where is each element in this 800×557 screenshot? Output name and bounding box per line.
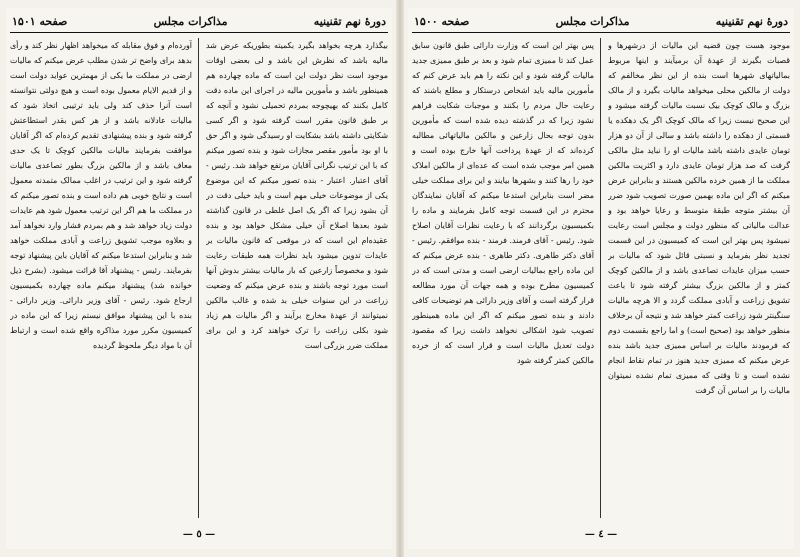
left-page-number: صفحه ۱۵۰۱ <box>12 14 68 28</box>
right-page-column-divider <box>600 38 601 518</box>
right-page-header <box>414 12 788 30</box>
left-page-column-left-text: آورده‌ام و فوق مقابله که میخواهد اظهار نظر کند و رأی بدهد برای واضح تر شدن مطلب عرض میکنم که مالیات ارضی در مملکت ما یکی از مهمترین عواید دولت است و از قدیم الایام معمول بوده است و هیچ دولتی نتوانسته است آنرا حذف کند ولی باید ترتیبی اتخاذ شود که مالیات عادلانه باشد و از هر کس بقدر استطاعتش گرفته شود و بنده پیشنهادی تقدیم کرده‌ام که اگر آقایان موافقت بفرمایند مالیات مالکین کوچک تا یک حدی معاف باشد و از مالکین بزرگ بطور تصاعدی مالیات گرفته شود و این ترتیب در اغلب ممالک متمدنه معمول است و نتایج خوبی هم داده است و بنده تصور میکنم که در مملکت ما هم اگر این ترتیب معمول شود هم عایدات دولت زیاد خواهد شد و هم بمردم فشار وارد نخواهد آمد و بعلاوه موجب تشویق زراعت و آبادی مملکت خواهد شد و بنابراین استدعا میکنم که آقایان باین پیشنهاد توجه بفرمایند. رئیس - پیشنهاد آقا قرائت میشود. (بشرح ذیل خوانده شد) پیشنهاد میکنم ماده چهارده بکمیسیون ارجاع شود. رئیس - آقای وزیر دارائی. وزیر دارائی - بنده با این پیشنهاد موافق نیستم زیرا که این ماده در کمیسیون مکرر مورد مذاکره واقع شده است و ارتباط آن با مواد دیگر ملحوظ گردیده <box>10 41 192 350</box>
right-page-column-left-text: پس بهتر این است که وزارت دارائی طبق قانون سابق عمل کند تا ممیزی تمام شود و بعد بر طبق ممیزی جدید مالیات گرفته شود و این نکته را هم باید عرض کنم که مأمورین مالیه باید اشخاص درستکار و مطلع باشند که رعایت حال مردم را بکنند و موجبات شکایت فراهم نشود زیرا که در گذشته دیده شده است که مأمورین بدون توجه بحال زارعین و مالکین مالیاتهائی مطالبه کرده‌اند که از عهدهٔ پرداخت آنها خارج بوده است و همین امر موجب شده است که عده‌ای از مالکین املاک خود را رها کنند و بشهرها بیایند و این برای مملکت خیلی مضر است بنابراین استدعا میکنم که آقایان نمایندگان محترم در این قسمت توجه کامل بفرمایند و ماده را بکمیسیون برگردانند که با رعایت نظرات آقایان اصلاح شود. رئیس - آقای فرمند. فرمند - بنده موافقم. رئیس - آقای دکتر طاهری. دکتر طاهری - بنده عرض میکنم که این ماده راجع بمالیات ارضی است و مدتی است که در کمیسیون مطرح بوده و همه جهات آن مورد مطالعه قرار گرفته است و آقای وزیر دارائی هم توضیحات کافی دادند و بنده تصور میکنم که اگر این ماده همینطور تصویب شود اشکالی نخواهد داشت زیرا که مقصود دولت تعدیل مالیات است و قرار است که از خرده مالکین کمتر گرفته شود <box>412 41 594 365</box>
left-page-column-left <box>10 38 192 518</box>
right-page-header-rule <box>412 32 790 33</box>
right-page-column-right-text: موجود هست چون قضیه این مالیات از درشهرها و قصبات بگیرند از عهدهٔ آن برمیآیند و اینها مربوط بمالیاتهای شهرها است بنده از این نظر مخالفم که دولت از مالکین محلی میخواهد مالیات بگیرد و از مالک بزرگ و مالک کوچک بیک نسبت مالیات گرفته میشود و این صحیح نیست زیرا که مالک کوچک اگر یک دهکده یا قسمتی از دهکده را داشته باشد و سالی از آن دو هزار تومان عایدی داشته باشد مالیات او را نباید مثل مالکی گرفت که صد هزار تومان عایدی دارد و اکثریت مالکین مملکت ما از همین خرده مالکین هستند و بنابراین عرض میکنم که اگر این ماده بهمین صورت تصویب شود ضرر آن بیشتر متوجه طبقهٔ متوسط و رعایا خواهد بود و عدالت مالیاتی که منظور دولت و مجلس است رعایت نمیشود پس بهتر این است که کمیسیون در این قسمت تجدید نظر بفرماید و نسبتی قائل شود که مالیات بر حسب میزان عایدات تصاعدی باشد و از مالکین کوچک کمتر و از مالکین بزرگ بیشتر گرفته شود تا باعث تشویق زراعت و آبادی مملکت گردد و الا هرچه مالیات سنگینتر شود زراعت کمتر خواهد شد و نتیجه آن برخلاف منظور خواهد بود (صحیح است) و اما راجع بقسمت دوم که فرمودند مالیات بر اساس ممیزی جدید باشد بنده عرض میکنم که ممیزی جدید هنوز در تمام نقاط انجام نشده است و تا وقتی که ممیزی تمام نشده نمیتوان مالیات را بر اساس آن گرفت <box>608 41 790 395</box>
right-page-number: صفحه ۱۵۰۰ <box>414 14 470 28</box>
left-page-header <box>12 12 386 30</box>
left-page-footer: — ٥ — <box>182 529 216 540</box>
left-page-title: مذاکرات مجلس <box>153 14 228 28</box>
right-page-title: مذاکرات مجلس <box>555 14 630 28</box>
right-page <box>408 8 794 549</box>
left-page-header-rule <box>10 32 388 33</box>
book-gutter <box>396 0 404 557</box>
right-page-footer: — ٤ — <box>584 529 618 540</box>
right-page-series: دورهٔ نهم تقنینیه <box>715 14 788 28</box>
left-page-column-right <box>206 38 388 518</box>
right-page-column-left <box>412 38 594 518</box>
left-page-column-divider <box>198 38 199 518</box>
left-page-column-right-text: بیگذارد هرچه بخواهد بگیرد بکمیته بطوریکه عرض شد مالیه باشد که نظرش این باشد و لی بعضی اوقات موجود است نظر دولت این است که ماده چهارده هم همینطور باشد و مأمورین مالیه در اجرای این ماده دقت کامل بکنند که بهیچوجه بمردم تحمیلی نشود و آنچه که بر طبق قانون مقرر است گرفته شود و اگر کسی شکایتی داشته باشد بشکایت او رسیدگی شود و اگر حق با او بود مأمور مقصر مجازات شود و بنده تصور میکنم که با این ترتیب نگرانی آقایان مرتفع خواهد شد. رئیس - آقای اعتبار. اعتبار - بنده تصور میکنم که این موضوع یکی از موضوعات خیلی مهم است و باید خیلی دقت در آن بشود زیرا که اگر یک اصل غلطی در قانون گذاشته شود بعدها اصلاح آن خیلی مشکل خواهد بود و بنده عقیده‌ام این است که در موقعی که قانون مالیات بر عایدات تدوین میشود باید نظرات همه طبقات رعایت شود و مخصوصاً زارعین که بار مالیات بیشتر بدوش آنها است مورد توجه باشند و بنده عرض میکنم که وضعیت زراعت در این سنوات خیلی بد شده و غالب مالکین نمیتوانند از عهدهٔ مخارج برآیند و اگر مالیات هم زیاد شود بکلی زراعت را ترک خواهند کرد و این برای مملکت ضرر بزرگی است <box>206 41 388 350</box>
left-page <box>6 8 392 549</box>
left-page-series: دورهٔ نهم تقنینیه <box>313 14 386 28</box>
right-page-column-right <box>608 38 790 518</box>
